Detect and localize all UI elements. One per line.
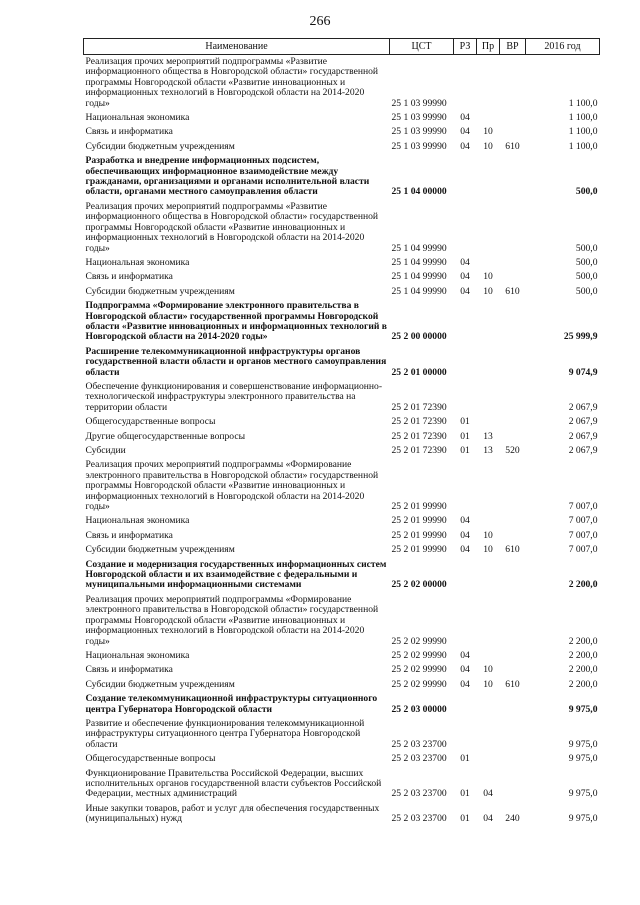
cell-name: Создание телекоммуникационной инфраструктуры ситуационного центра Губернатора Новгородской области: [85, 693, 378, 715]
table-row: [84, 678, 600, 692]
cell-amount: 2 200,0: [568, 649, 598, 661]
cell-amount: 9 975,0: [568, 703, 598, 715]
cell-vr: [500, 270, 526, 284]
cell-vr: [500, 111, 526, 125]
cell-rz: [454, 299, 477, 345]
table-row: [84, 285, 600, 299]
cell-amount: 2 200,0: [568, 579, 598, 591]
cell-name: Связь и информатика: [85, 271, 173, 283]
cell-pr: [477, 380, 500, 415]
cell-vr: [500, 752, 526, 766]
table-row: [84, 543, 600, 557]
cell-vr: [500, 345, 526, 380]
cell-cst: 25 2 03 23700: [391, 788, 447, 800]
cell-amount: 2 067,9: [568, 401, 598, 413]
cell-rz: 04: [460, 664, 470, 676]
cell-vr: [500, 767, 526, 802]
cell-pr: [477, 345, 500, 380]
cell-rz: 04: [460, 649, 470, 661]
cell-rz: [454, 154, 477, 200]
cell-name: Субсидии бюджетным учреждениям: [85, 544, 235, 556]
budget-table: [83, 38, 600, 827]
table-body: [84, 55, 600, 827]
cell-rz: [454, 593, 477, 649]
cell-vr: [500, 200, 526, 256]
cell-cst: 25 1 04 99990: [391, 256, 447, 268]
cell-name: Национальная экономика: [85, 256, 190, 268]
cell-name: Общегосударственные вопросы: [85, 753, 216, 765]
cell-rz: 04: [460, 515, 470, 527]
table-row: [84, 200, 600, 256]
cell-vr: [500, 692, 526, 717]
cell-rz: 01: [460, 813, 470, 825]
cell-cst: 25 2 02 99990: [391, 649, 447, 661]
table-row: [84, 270, 600, 284]
cell-rz: [454, 717, 477, 752]
cell-cst: 25 1 03 99990: [391, 112, 447, 124]
cell-vr: 610: [505, 285, 520, 297]
cell-amount: 1 100,0: [568, 97, 598, 109]
cell-cst: 25 1 03 99990: [391, 140, 447, 152]
cell-amount: 2 067,9: [568, 430, 598, 442]
cell-rz: [454, 458, 477, 514]
cell-rz: [454, 692, 477, 717]
cell-cst: 25 1 04 99990: [391, 271, 447, 283]
cell-cst: 25 2 03 23700: [391, 738, 447, 750]
table-row: [84, 299, 600, 345]
cell-cst: 25 1 04 99990: [391, 242, 447, 254]
cell-amount: 7 007,0: [568, 501, 598, 513]
cell-pr: [477, 649, 500, 663]
cell-rz: 01: [460, 430, 470, 442]
cell-vr: 610: [505, 544, 520, 556]
table-row: [84, 752, 600, 766]
cell-vr: 520: [505, 445, 520, 456]
cell-vr: [500, 663, 526, 677]
cell-cst: 25 2 01 00000: [391, 366, 447, 378]
cell-pr: 10: [483, 678, 493, 690]
column-header-rz: РЗ: [454, 39, 477, 55]
cell-cst: 25 2 01 72390: [391, 416, 447, 428]
table-row: [84, 767, 600, 802]
cell-pr: [477, 299, 500, 345]
cell-rz: 04: [460, 544, 470, 556]
cell-pr: [477, 111, 500, 125]
cell-vr: [500, 125, 526, 139]
cell-pr: [477, 256, 500, 270]
column-header-pr: Пр: [477, 39, 500, 55]
cell-cst: 25 1 03 99990: [391, 126, 447, 138]
cell-vr: [500, 154, 526, 200]
cell-name: Другие общегосударственные вопросы: [85, 430, 246, 442]
table-row: [84, 345, 600, 380]
cell-rz: 04: [460, 529, 470, 541]
cell-vr: [500, 558, 526, 593]
cell-vr: [500, 380, 526, 415]
cell-name: Субсидии бюджетным учреждениям: [85, 678, 235, 690]
cell-cst: 25 2 01 72390: [391, 445, 447, 456]
cell-rz: 04: [460, 112, 470, 124]
cell-name: Субсидии бюджетным учреждениям: [85, 140, 235, 152]
cell-pr: [477, 558, 500, 593]
cell-cst: 25 2 03 23700: [391, 813, 447, 825]
cell-amount: 9 975,0: [568, 813, 598, 825]
cell-amount: 2 200,0: [568, 678, 598, 690]
cell-cst: 25 2 00 00000: [391, 331, 447, 343]
cell-name: Реализация прочих мероприятий подпрограммы «Развитие информационного общества в Новгородской области» государственной программы Новгородской области «Развитие инновационных и информационных технологий в Новгородской области на 2014-2020 годы»: [85, 200, 379, 254]
cell-amount: 2 067,9: [568, 445, 598, 456]
page-number: 266: [309, 14, 331, 29]
cell-cst: 25 1 04 00000: [391, 186, 447, 198]
table-row: [84, 415, 600, 429]
cell-rz: 04: [460, 678, 470, 690]
cell-amount: 2 067,9: [568, 416, 598, 428]
cell-pr: 10: [483, 285, 493, 297]
cell-vr: [500, 299, 526, 345]
cell-name: Развитие и обеспечение функционирования телекоммуникационной инфраструктуры ситуационного центра Губернатора Новгородской области: [85, 717, 365, 750]
cell-cst: 25 2 02 99990: [391, 678, 447, 690]
cell-cst: 25 2 01 99990: [391, 544, 447, 556]
cell-vr: 610: [505, 678, 520, 690]
cell-name: Реализация прочих мероприятий подпрограммы «Формирование электронного правительства в Новгородской области» государственной программы Новгородской области «Развитие инновационных и информационных технологий в Новгородской области на 2014-2020 годы»: [85, 593, 379, 647]
cell-cst: 25 2 03 00000: [391, 703, 447, 715]
table-row: [84, 692, 600, 717]
cell-name: Подпрограмма «Формирование электронного правительства в Новгородской области» государственной программы Новгородской области «Развитие инновационных и информационных технологий в Новгородской области на 2014-2020 годы»: [85, 300, 387, 343]
cell-pr: [477, 200, 500, 256]
cell-name: Иные закупки товаров, работ и услуг для обеспечения государственных (муниципальных) нужд: [85, 802, 380, 825]
column-header-amount: 2016 год: [526, 39, 600, 55]
cell-vr: [500, 649, 526, 663]
cell-name: Разработка и внедрение информационных подсистем, обеспечивающих информационное взаимодействие между гражданами, организациями и органами исполнительной власти области, органами местного самоуправления области: [85, 155, 370, 198]
cell-pr: 13: [483, 430, 493, 442]
cell-cst: 25 2 03 23700: [391, 753, 447, 765]
table-row: [84, 663, 600, 677]
cell-cst: 25 2 01 72390: [391, 401, 447, 413]
cell-cst: 25 2 02 00000: [391, 579, 447, 591]
cell-pr: [477, 752, 500, 766]
table-row: [84, 529, 600, 543]
table-row: [84, 111, 600, 125]
cell-amount: 2 200,0: [568, 664, 598, 676]
table-row: [84, 444, 600, 458]
cell-rz: [454, 558, 477, 593]
cell-vr: [500, 529, 526, 543]
cell-name: Национальная экономика: [85, 515, 190, 527]
cell-name: Связь и информатика: [85, 126, 173, 138]
cell-pr: 10: [483, 126, 493, 138]
cell-amount: 1 100,0: [568, 126, 598, 138]
cell-name: Национальная экономика: [85, 649, 190, 661]
cell-name: Функционирование Правительства Российской Федерации, высших исполнительных органов государственной власти субъектов Российской Федерации, местных администраций: [85, 767, 382, 800]
table-row: [84, 154, 600, 200]
table-row: [84, 802, 600, 827]
table-row: [84, 256, 600, 270]
cell-rz: [454, 380, 477, 415]
cell-cst: 25 2 01 99990: [391, 529, 447, 541]
cell-amount: 7 007,0: [568, 544, 598, 556]
table-row: [84, 514, 600, 528]
cell-amount: 1 100,0: [568, 112, 598, 124]
column-header-name: Наименование: [84, 39, 390, 55]
table-row: [84, 717, 600, 752]
cell-amount: 9 975,0: [568, 738, 598, 750]
cell-vr: [500, 55, 526, 112]
cell-pr: [477, 514, 500, 528]
table-row: [84, 140, 600, 154]
cell-amount: 9 975,0: [568, 788, 598, 800]
table-row: [84, 430, 600, 444]
cell-vr: [500, 593, 526, 649]
cell-amount: 500,0: [575, 186, 598, 198]
cell-pr: 04: [483, 788, 493, 800]
cell-name: Реализация прочих мероприятий подпрограммы «Развитие информационного общества в Новгородской области» государственной программы Новгородской области «Развитие инновационных и информационных технологий в Новгородской области на 2014-2020 годы»: [85, 56, 379, 109]
cell-name: Обеспечение функционирования и совершенствование информационно-технологической инфраструктуры электронного правительства на территории области: [85, 380, 383, 413]
cell-name: Субсидии бюджетным учреждениям: [85, 285, 235, 297]
cell-cst: 25 1 03 99990: [391, 97, 447, 109]
cell-vr: [500, 415, 526, 429]
table-row: [84, 649, 600, 663]
cell-pr: 13: [483, 445, 493, 456]
cell-vr: [500, 514, 526, 528]
table-header-row: [84, 39, 600, 55]
cell-cst: 25 2 01 99990: [391, 501, 447, 513]
cell-cst: 25 2 01 99990: [391, 515, 447, 527]
cell-name: Связь и информатика: [85, 529, 173, 541]
cell-amount: 500,0: [575, 271, 598, 283]
cell-pr: [477, 593, 500, 649]
cell-amount: 9 975,0: [568, 753, 598, 765]
cell-name: Субсидии: [85, 445, 126, 456]
cell-amount: 500,0: [575, 242, 598, 254]
cell-amount: 2 200,0: [568, 635, 598, 647]
cell-rz: [454, 200, 477, 256]
cell-amount: 7 007,0: [568, 529, 598, 541]
cell-cst: 25 2 01 72390: [391, 430, 447, 442]
cell-name: Расширение телекоммуникационной инфраструктуры органов государственной власти области и органов местного самоуправления области: [85, 345, 387, 378]
cell-vr: 240: [505, 813, 520, 825]
table-row: [84, 55, 600, 112]
cell-vr: [500, 430, 526, 444]
cell-rz: [454, 345, 477, 380]
cell-pr: 10: [483, 664, 493, 676]
cell-pr: [477, 692, 500, 717]
cell-vr: [500, 256, 526, 270]
cell-amount: 25 999,9: [563, 331, 598, 343]
cell-pr: 04: [483, 813, 493, 825]
cell-pr: [477, 458, 500, 514]
cell-pr: [477, 154, 500, 200]
cell-vr: 610: [505, 140, 520, 152]
cell-vr: [500, 717, 526, 752]
cell-rz: 01: [460, 445, 470, 456]
table-row: [84, 593, 600, 649]
cell-name: Реализация прочих мероприятий подпрограммы «Формирование электронного правительства в Новгородской области» государственной программы Новгородской области «Развитие инновационных и информационных технологий в Новгородской области на 2014-2020 годы»: [85, 459, 379, 513]
cell-name: Создание и модернизация государственных информационных систем Новгородской области и их взаимодействие с федеральными и муниципальными информационными системами: [85, 558, 387, 591]
cell-rz: 01: [460, 788, 470, 800]
cell-pr: [477, 55, 500, 112]
cell-amount: 500,0: [575, 256, 598, 268]
cell-pr: 10: [483, 529, 493, 541]
table-row: [84, 458, 600, 514]
table-row: [84, 125, 600, 139]
cell-rz: 04: [460, 271, 470, 283]
cell-vr: [500, 458, 526, 514]
cell-amount: 1 100,0: [568, 140, 598, 152]
cell-pr: [477, 415, 500, 429]
cell-rz: 04: [460, 140, 470, 152]
cell-rz: 01: [460, 753, 470, 765]
cell-cst: 25 2 02 99990: [391, 664, 447, 676]
cell-name: Связь и информатика: [85, 664, 173, 676]
cell-rz: [454, 55, 477, 112]
cell-amount: 9 074,9: [568, 366, 598, 378]
cell-pr: 10: [483, 544, 493, 556]
cell-cst: 25 1 04 99990: [391, 285, 447, 297]
cell-name: Общегосударственные вопросы: [85, 416, 216, 428]
cell-pr: 10: [483, 271, 493, 283]
cell-name: Национальная экономика: [85, 112, 190, 124]
cell-amount: 500,0: [575, 285, 598, 297]
table-row: [84, 558, 600, 593]
column-header-vr: ВР: [500, 39, 526, 55]
column-header-cst: ЦСТ: [390, 39, 454, 55]
table-row: [84, 380, 600, 415]
cell-pr: [477, 717, 500, 752]
cell-amount: 7 007,0: [568, 515, 598, 527]
cell-rz: 04: [460, 126, 470, 138]
cell-rz: 01: [460, 416, 470, 428]
cell-rz: 04: [460, 285, 470, 297]
cell-pr: 10: [483, 140, 493, 152]
cell-cst: 25 2 02 99990: [391, 635, 447, 647]
cell-rz: 04: [460, 256, 470, 268]
